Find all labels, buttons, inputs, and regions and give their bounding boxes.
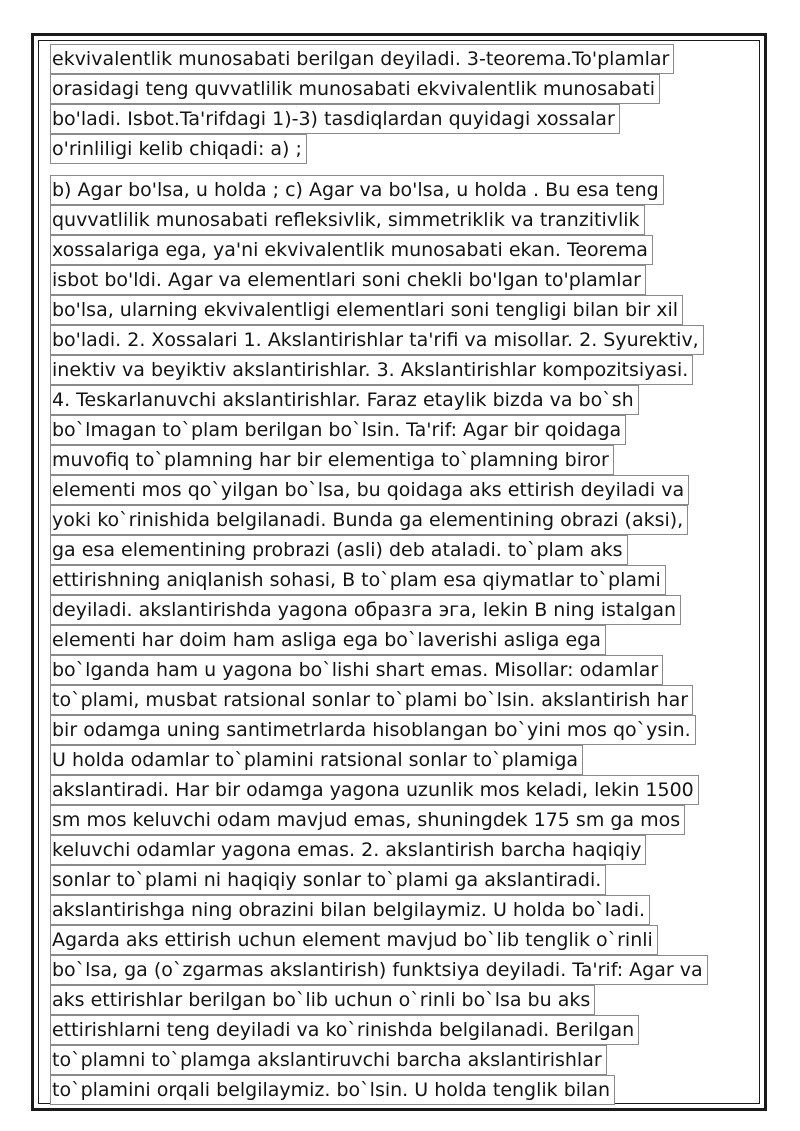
text-line: elementi har doim ham asliga ega bo`laverishi asliga ega [50,625,606,655]
text-line: akslantiradi. Har bir odamga yagona uzunlik mos keladi, lekin 1500 [50,775,699,805]
text-line: sonlar to`plami ni haqiqiy sonlar to`plami ga akslantiradi. [50,865,606,895]
text-line: xossalariga ega, ya'ni ekvivalentlik munosabati ekan. Teorema [50,235,653,265]
text-line: ekvivalentlik munosabati berilgan deyiladi. 3-teorema.To'plamlar [50,44,674,74]
text-line: U holda odamlar to`plamini ratsional sonlar to`plamiga [50,745,583,775]
text-line: isbot bo'ldi. Agar va elementlari soni chekli bo'lgan to'plamlar [50,265,646,295]
text-line: b) Agar bo'lsa, u holda ; c) Agar va bo'lsa, u holda . Bu esa teng [50,175,664,205]
text-line: inektiv va beyiktiv akslantirishlar. 3. Akslantirishlar kompozitsiyasi. [50,355,693,385]
text-line: orasidagi teng quvvatlilik munosabati ekvivalentlik munosabati [50,74,660,104]
text-line: to`plami, musbat ratsional sonlar to`plami bo`lsin. akslantirish har [50,685,693,715]
text-line: quvvatlilik munosabati refleksivlik, simmetriklik va tranzitivlik [50,205,645,235]
text-line: to`plamini orqali belgilaymiz. bo`lsin. U holda tenglik bilan [50,1075,615,1105]
text-line: 4. Teskarlanuvchi akslantirishlar. Faraz etaylik bizda va bo`sh [50,385,639,415]
text-line: muvofiq to`plamning har bir elementiga to`plamning biror [50,445,614,475]
text-line: aks ettirishlar berilgan bo`lib uchun o`rinli bo`lsa bu aks [50,985,595,1015]
text-line: deyiladi. akslantirishda yagona образга эга, lekin B ning istalgan [50,595,681,625]
text-line: bo'ladi. Isbot.Ta'rifdagi 1)-3) tasdiqlardan quyidagi xossalar [50,104,620,134]
text-line: bo`lsa, ga (o`zgarmas akslantirish) funktsiya deyiladi. Ta'rif: Agar va [50,955,708,985]
text-line: bo'lsa, ularning ekvivalentligi elementlari soni tengligi bilan bir xil [50,295,683,325]
text-line: ettirishning aniqlanish sohasi, B to`plam esa qiymatlar to`plami [50,565,666,595]
text-line: ga esa elementining probrazi (asli) deb ataladi. to`plam aks [50,535,628,565]
text-line: bir odamga uning santimetrlarda hisoblangan bo`yini mos qo`ysin. [50,715,696,745]
text-line: bo`lmagan to`plam berilgan bo`lsin. Ta'rif: Agar bir qoidaga [50,415,626,445]
paragraph-1 [50,44,674,164]
paragraph-2 [50,175,708,1105]
text-line: bo`lganda ham u yagona bo`lishi shart emas. Misollar: odamlar [50,655,663,685]
text-line: ettirishlarni teng deyiladi va ko`rinishda belgilanadi. Berilgan [50,1015,639,1045]
text-line: o'rinliligi kelib chiqadi: a) ; [50,134,307,164]
text-line: Agarda aks ettirish uchun element mavjud bo`lib tenglik o`rinli [50,925,658,955]
text-line: bo'ladi. 2. Xossalari 1. Akslantirishlar ta'rifi va misollar. 2. Syurektiv, [50,325,704,355]
text-line: elementi mos qo`yilgan bo`lsa, bu qoidaga aks ettirish deyiladi va [50,475,689,505]
text-line: keluvchi odamlar yagona emas. 2. akslantirish barcha haqiqiy [50,835,646,865]
text-line: sm mos keluvchi odam mavjud emas, shuningdek 175 sm ga mos [50,805,685,835]
text-line: akslantirishga ning obrazini bilan belgilaymiz. U holda bo`ladi. [50,895,650,925]
text-line: to`plamni to`plamga akslantiruvchi barcha akslantirishlar [50,1045,607,1075]
text-line: yoki ko`rinishida belgilanadi. Bunda ga elementining obrazi (aksi), [50,505,688,535]
